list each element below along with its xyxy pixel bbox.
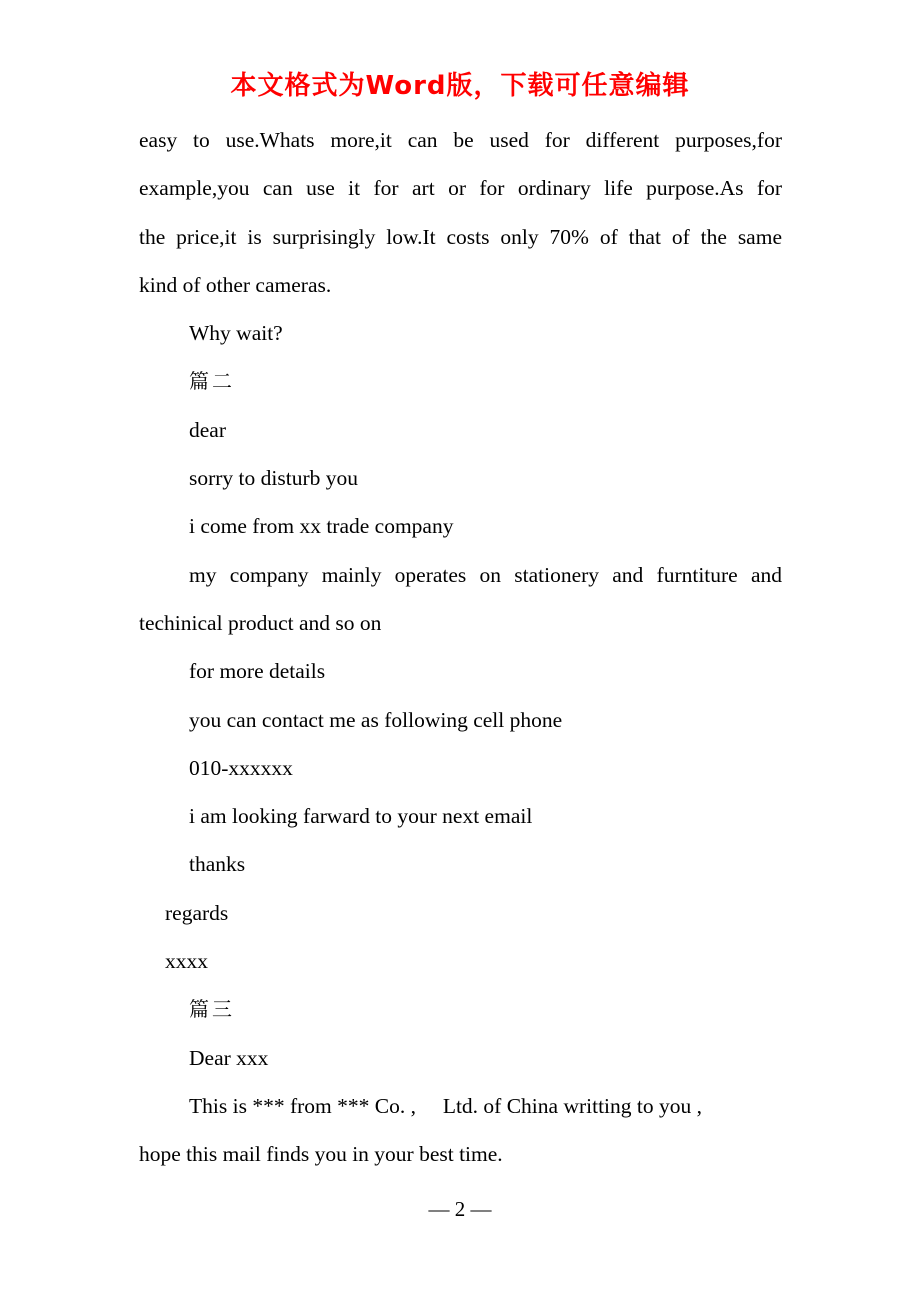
- salutation: Dear xxx: [189, 1045, 269, 1070]
- signature: xxxx: [165, 949, 208, 974]
- paragraph-line: kind of other cameras.: [139, 272, 332, 297]
- document-body: [139, 116, 782, 1179]
- letter-line: techinical product and so on: [139, 610, 382, 635]
- letter-line: thanks: [189, 852, 246, 877]
- paragraph-line: easy to use.Whats more,it can be used for different purposes,for: [139, 128, 782, 152]
- paragraph-line: example,you can use it for art or for ordinary life purpose.As for: [139, 176, 782, 201]
- section-heading-2: 篇二: [189, 369, 235, 394]
- letter-line: hope this mail finds you in your best time.: [139, 1142, 503, 1167]
- letter-line: i come from xx trade company: [189, 514, 454, 539]
- letter-line: for more details: [189, 659, 326, 684]
- paragraph-line: the price,it is surprisingly low.It costs only 70% of that of the same: [139, 224, 782, 249]
- letter-line: i am looking farward to your next email: [189, 804, 533, 829]
- section-heading-3: 篇三: [189, 997, 235, 1022]
- letter-line: my company mainly operates on stationery and furntiture and: [189, 562, 782, 587]
- salutation: dear: [189, 417, 226, 442]
- letter-line: you can contact me as following cell phone: [189, 707, 563, 732]
- page-number: — 2 —: [428, 1197, 492, 1221]
- closing-regards: regards: [165, 900, 229, 925]
- letter-line: This is *** from *** Co. , Ltd. of China writting to you ,: [189, 1093, 702, 1118]
- why-wait-line: Why wait?: [189, 321, 283, 346]
- phone-number: 010-xxxxxx: [189, 755, 293, 780]
- word-format-banner: 本文格式为Word版，下载可任意编辑: [230, 71, 690, 101]
- letter-line: sorry to disturb you: [189, 466, 359, 491]
